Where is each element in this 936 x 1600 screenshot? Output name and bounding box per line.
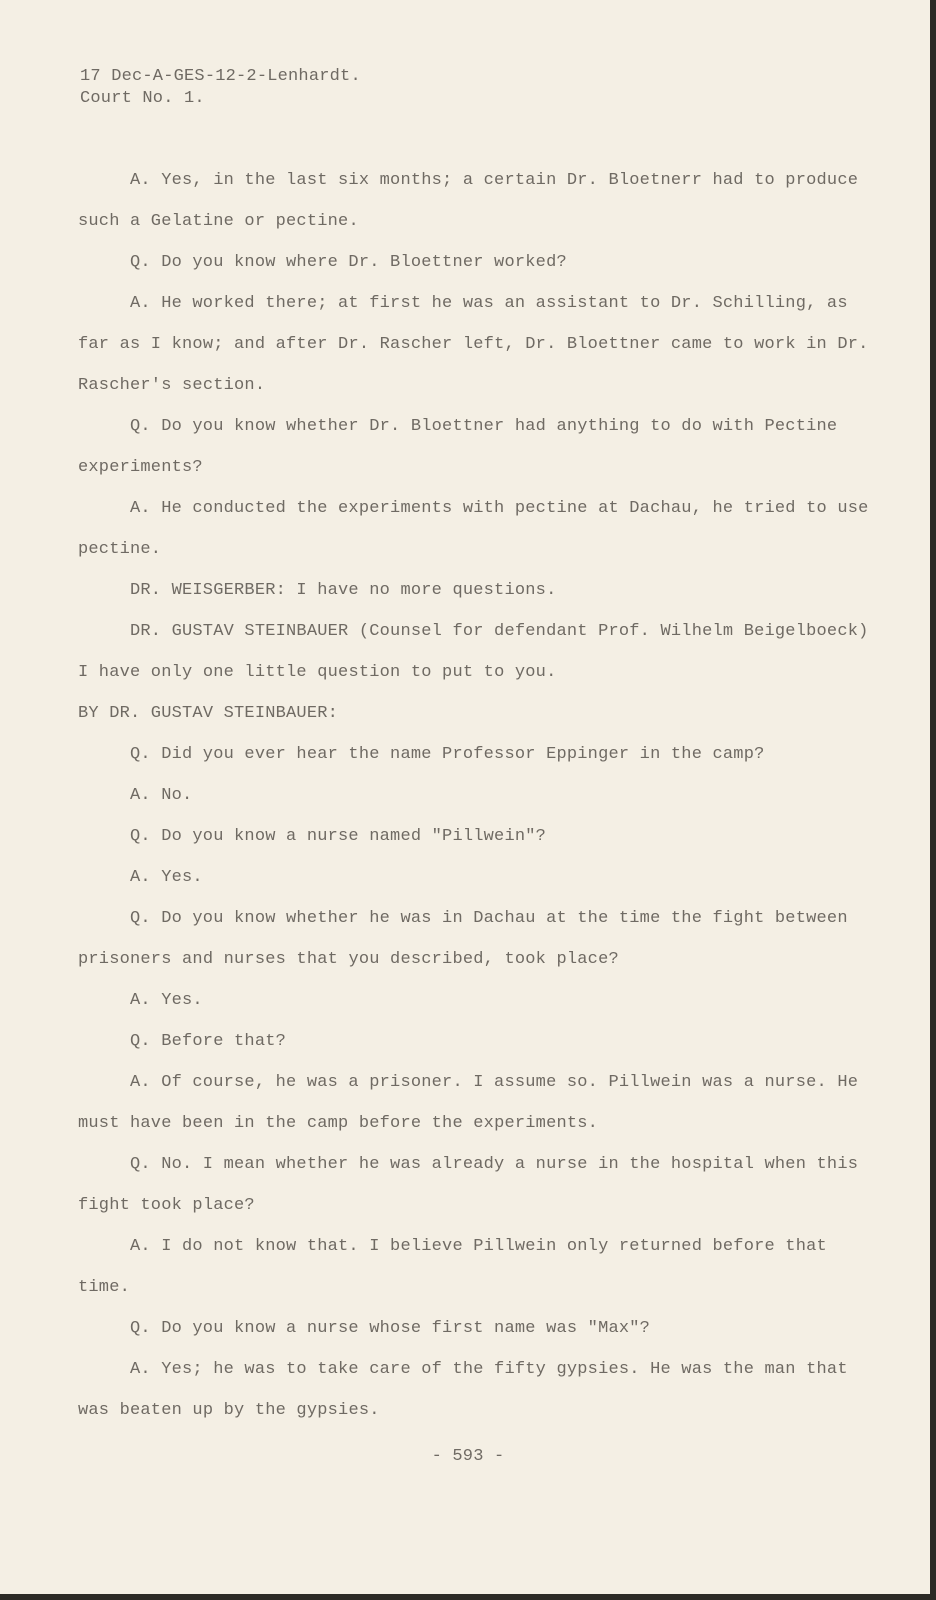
transcript-line: A. Yes; he was to take care of the fifty gypsies. He was the man that (130, 1360, 848, 1379)
transcript-line: A. Of course, he was a prisoner. I assume so. Pillwein was a nurse. He (130, 1073, 859, 1092)
transcript-line: I have only one little question to put to you. (78, 663, 557, 682)
transcript-line: DR. WEISGERBER: I have no more questions. (130, 581, 557, 600)
transcript-line: A. He conducted the experiments with pectine at Dachau, he tried to use (130, 499, 869, 518)
transcript-line: A. I do not know that. I believe Pillwein only returned before that (130, 1237, 827, 1256)
transcript-line: A. Yes. (130, 991, 203, 1010)
transcript-line: A. He worked there; at first he was an assistant to Dr. Schilling, as (130, 294, 848, 313)
transcript-line: time. (78, 1278, 131, 1297)
transcript-line: Q. Do you know a nurse whose first name was "Max"? (130, 1319, 651, 1338)
transcript-line: Q. Do you know whether he was in Dachau at the time the fight between (130, 909, 848, 928)
transcript-line: was beaten up by the gypsies. (78, 1401, 380, 1420)
scan-edge-bottom (0, 1594, 936, 1600)
transcript-line: Q. Do you know whether Dr. Bloettner had anything to do with Pectine (130, 417, 838, 436)
page-number: - 593 - (431, 1447, 505, 1466)
transcript-line: A. Yes, in the last six months; a certain Dr. Bloetnerr had to produce (130, 171, 859, 190)
transcript-line: prisoners and nurses that you described, took place? (78, 950, 619, 969)
header-court: Court No. 1. (80, 89, 205, 108)
transcript-line: A. Yes. (130, 868, 203, 887)
transcript-body (78, 168, 878, 1439)
scan-edge-right (930, 0, 936, 1600)
transcript-line: A. No. (130, 786, 193, 805)
document-header (80, 66, 361, 110)
transcript-line: Rascher's section. (78, 376, 266, 395)
transcript-line: pectine. (78, 540, 162, 559)
transcript-line: such a Gelatine or pectine. (78, 212, 359, 231)
transcript-line: Q. Did you ever hear the name Professor Eppinger in the camp? (130, 745, 765, 764)
transcript-line: BY DR. GUSTAV STEINBAUER: (78, 704, 339, 723)
transcript-line: fight took place? (78, 1196, 255, 1215)
transcript-line: Q. Do you know where Dr. Bloettner worked? (130, 253, 567, 272)
transcript-line: Q. Do you know a nurse named "Pillwein"? (130, 827, 547, 846)
transcript-line: Q. No. I mean whether he was already a nurse in the hospital when this (130, 1155, 859, 1174)
transcript-line: experiments? (78, 458, 203, 477)
transcript-line: must have been in the camp before the experiments. (78, 1114, 599, 1133)
header-reference: 17 Dec-A-GES-12-2-Lenhardt. (80, 67, 361, 86)
transcript-line: DR. GUSTAV STEINBAUER (Counsel for defendant Prof. Wilhelm Beigelboeck) (130, 622, 869, 641)
transcript-line: Q. Before that? (130, 1032, 287, 1051)
transcript-line: far as I know; and after Dr. Rascher left, Dr. Bloettner came to work in Dr. (78, 335, 869, 354)
